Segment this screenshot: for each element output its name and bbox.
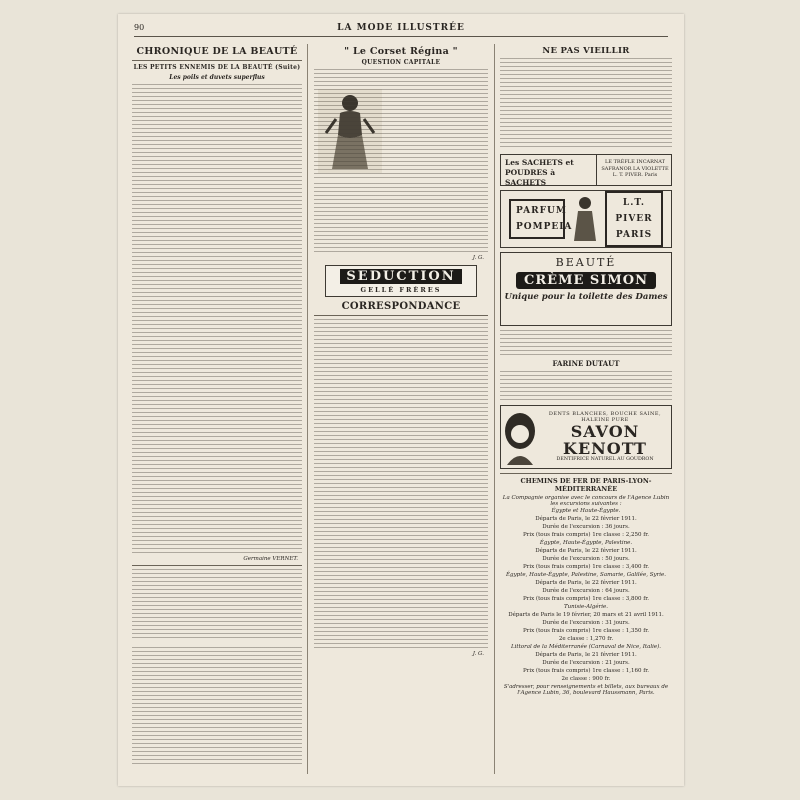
divider xyxy=(132,565,302,566)
article-body-text xyxy=(500,58,672,150)
correspondance-title: CORRESPONDANCE xyxy=(341,301,461,312)
divider xyxy=(314,315,488,316)
sachets-headline: Les SACHETS et POUDRES à SACHETS xyxy=(505,158,574,187)
railway-excursion xyxy=(500,540,672,571)
pompeia-perfume-figure xyxy=(570,195,600,243)
excursion-name: Égypte et Haute-Égypte. xyxy=(551,508,621,514)
excursion-detail: 2e classe : 1,270 fr. xyxy=(558,636,614,642)
page-header xyxy=(134,22,668,37)
excursion-detail: Durée de l'excursion : 31 jours. xyxy=(542,620,630,626)
column-beauty-chronicle xyxy=(132,44,302,776)
section-heading: Les poils et duvets superflus xyxy=(169,74,265,81)
sachets-details: LE TRÈFLE INCARNAT SAFRANOR LA VIOLETTE L. T. PIVER. Paris xyxy=(596,155,671,185)
corset-article-subtitle: QUESTION CAPITALE xyxy=(361,59,441,66)
corset-article-title: " Le Corset Régina " xyxy=(344,46,458,57)
piver-paris-label: L.T. PIVER PARIS xyxy=(605,191,663,247)
divider xyxy=(500,473,672,474)
excursion-detail: Durée de l'excursion : 64 jours. xyxy=(542,588,630,594)
excursion-detail: Départs de Paris, le 22 février 1911. xyxy=(535,548,637,554)
excursion-name: Littoral de la Méditerranée (Carnaval de Nice, Italie). xyxy=(510,644,662,650)
seduction-maker: GELLÉ FRÈRES xyxy=(360,285,442,294)
farine-dutaut-heading: FARINE DUTAUT xyxy=(552,359,620,368)
article-signature: Germaine VERNET. xyxy=(243,556,298,562)
creme-beaute-label: BEAUTÉ xyxy=(555,256,617,269)
seduction-advertisement xyxy=(325,265,477,297)
column-corset xyxy=(314,44,488,776)
correspondance-text xyxy=(314,319,488,649)
column-rule xyxy=(494,44,495,774)
small-notes-text xyxy=(132,569,302,639)
excursion-detail: Durée de l'excursion : 36 jours. xyxy=(542,524,630,530)
railway-intro: La Compagnie organise avec le concours de l'Agence Lubin les excursions suivantes : xyxy=(502,495,670,507)
savon-description: DENTIFRICE NATUREL AU GOUDRON xyxy=(556,457,654,462)
savon-kenott-brand: SAVON KENOTT xyxy=(563,422,647,458)
chronicle-subtitle: LES PETITS ENNEMIS DE LA BEAUTÉ (Suite) xyxy=(133,64,301,71)
page-number: 90 xyxy=(134,23,145,32)
pompeia-advertisement xyxy=(500,190,672,248)
creme-simon-slogan: Unique pour la toilette des Dames xyxy=(504,292,668,302)
seduction-brand: SEDUCTION xyxy=(340,269,461,284)
railway-excursion xyxy=(500,604,672,643)
sachets-advertisement xyxy=(500,154,672,186)
article-body-text xyxy=(132,84,302,554)
excursion-detail: Durée de l'excursion : 21 jours. xyxy=(542,660,630,666)
correspondance-signature: J. G. xyxy=(472,651,484,657)
excursion-detail: Durée de l'excursion : 50 jours. xyxy=(542,556,630,562)
excursion-detail: Prix (tous frais compris) 1re classe : 3,400 fr. xyxy=(522,564,650,570)
creme-simon-advertisement xyxy=(500,252,672,326)
savon-tagline: DENTS BLANCHES, BOUCHE SAINE, HALEINE PURE xyxy=(548,411,662,423)
ad-notice-text xyxy=(500,330,672,356)
excursion-detail: 2e classe : 900 fr. xyxy=(561,676,611,682)
magazine-title: LA MODE ILLUSTRÉE xyxy=(337,23,465,33)
article-body-text xyxy=(314,85,488,181)
article-signature: J. G. xyxy=(472,255,484,261)
column-ads xyxy=(500,44,672,776)
excursion-name: Égypte, Haute-Égypte, Palestine, Samarie, Galilée, Syrie. xyxy=(506,572,666,578)
divider xyxy=(132,60,302,61)
excursion-detail: Départs de Paris, le 22 février 1911. xyxy=(535,516,637,522)
railway-footer: S'adresser, pour renseignements et billets, aux bureaux de l'Agence Lubin, 36, boulevard Haussmann, Paris. xyxy=(503,684,669,696)
excursion-detail: Prix (tous frais compris) 1re classe : 2,250 fr. xyxy=(522,532,650,538)
savon-kenott-advertisement xyxy=(500,405,672,469)
excursion-detail: Départs de Paris, le 21 février 1911. xyxy=(535,652,637,658)
excursion-name: Égypte, Haute-Égypte, Palestine. xyxy=(539,540,633,546)
savon-kenott-girl-portrait xyxy=(501,409,539,465)
ne-pas-vieillir-title: NE PAS VIEILLIR xyxy=(542,46,630,56)
excursion-detail: Départs de Paris, le 22 février 1911. xyxy=(535,580,637,586)
excursion-detail: Prix (tous frais compris) 1re classe : 1,350 fr. xyxy=(522,628,650,634)
column-rule xyxy=(307,44,308,774)
railway-title: CHEMINS DE FER DE PARIS-LYON-MÉDITERRANÉE xyxy=(520,477,652,493)
magazine-page xyxy=(118,14,684,786)
excursion-detail: Prix (tous frais compris) 1re classe : 3,800 fr. xyxy=(522,596,650,602)
railway-excursion xyxy=(500,644,672,683)
article-body-text xyxy=(314,69,488,83)
chronicle-title: CHRONIQUE DE LA BEAUTÉ xyxy=(136,46,298,57)
excursion-detail: Départs de Paris le 19 février, 20 mars et 21 avril 1911. xyxy=(508,612,664,618)
ad-notice-text xyxy=(500,371,672,401)
small-notes-text xyxy=(132,647,302,767)
excursion-name: Tunisie-Algérie. xyxy=(563,604,609,610)
parfum-pompeia-label: PARFUM POMPEIA xyxy=(509,199,565,239)
article-body-text xyxy=(314,183,488,253)
railway-excursion xyxy=(500,508,672,539)
railway-excursion xyxy=(500,572,672,603)
creme-simon-brand: CRÈME SIMON xyxy=(516,272,656,289)
excursion-detail: Prix (tous frais compris) 1re classe : 1,160 fr. xyxy=(522,668,650,674)
